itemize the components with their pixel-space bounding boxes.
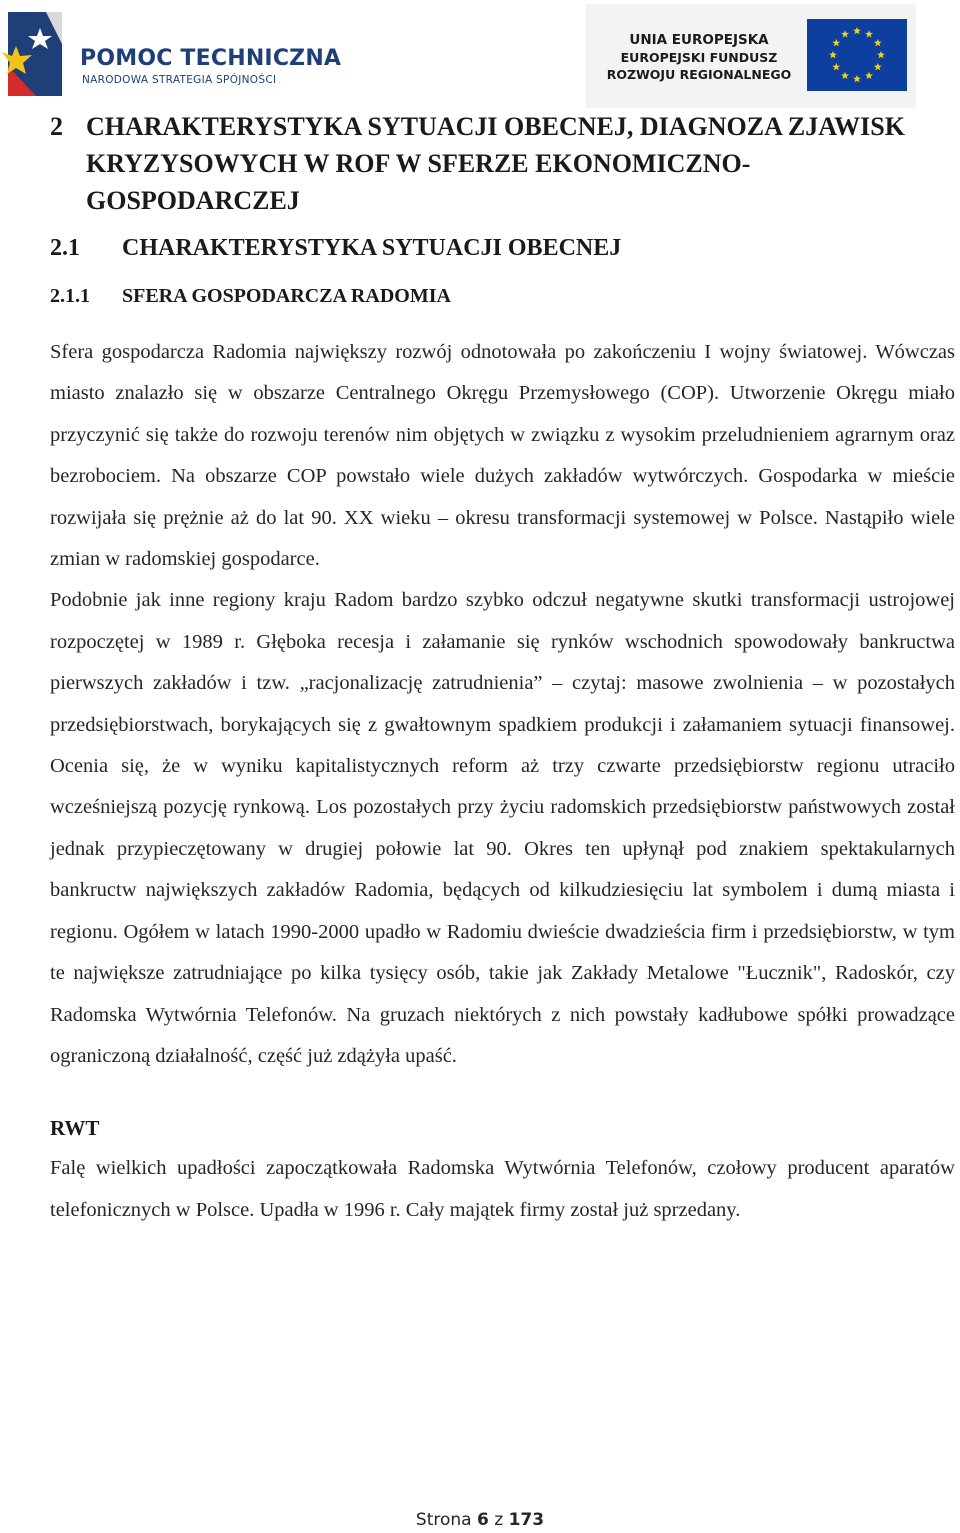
page-separator: z (494, 1510, 504, 1530)
pomoc-techniczna-subtitle: NARODOWA STRATEGIA SPÓJNOŚCI (82, 74, 277, 86)
subsubsection-heading (50, 283, 955, 309)
pomoc-techniczna-logo (2, 8, 342, 100)
rwt-paragraph: Falę wielkich upadłości zapoczątkowała Radomska Wytwórnia Telefonów, czołowy producent aparatów telefonicznych w Polsce. Upadła w 1996 r. Cały majątek firmy został już sprzedany. (50, 1157, 955, 1221)
eu-line-3: ROZWOJU REGIONALNEGO (606, 67, 792, 82)
page-footer (0, 1510, 960, 1530)
section-heading (50, 108, 955, 219)
eu-logo-text (604, 32, 794, 83)
subsection-number: 2.1 (50, 235, 80, 261)
rwt-heading: RWT (50, 1116, 100, 1141)
subsubsection-title: SFERA GOSPODARCZA RADOMIA (122, 285, 451, 307)
eu-flag-icon (807, 19, 907, 91)
eu-logo (586, 4, 916, 108)
page-number: 6 (476, 1510, 489, 1530)
eu-line-1: UNIA EUROPEJSKA (629, 32, 769, 48)
subsection-title: CHARAKTERYSTYKA SYTUACJI OBECNEJ (122, 235, 622, 261)
eu-line-2: EUROPEJSKI FUNDUSZ (620, 50, 778, 65)
document-body (50, 108, 955, 1231)
section-title: CHARAKTERYSTYKA SYTUACJI OBECNEJ, DIAGNOZA ZJAWISK KRYZYSOWYCH W ROF W SFERZE EKONOMICZNO-GOSPODARCZEJ (86, 112, 905, 215)
subsubsection-number: 2.1.1 (50, 285, 90, 307)
paragraph: Sfera gospodarcza Radomia największy rozwój odnotowała po zakończeniu I wojny światowej. Wówczas miasto znalazło się w obszarze Centralnego Okręgu Przemysłowego (COP). Utworzenie Okręgu miało przyczynić się także do rozwoju terenów nim objętych w związku z wysokim przeludnieniem agrarnym oraz bezrobociem. Na obszarze COP powstało wiele dużych zakładów wytwórczych. Gospodarka w mieście rozwijała się prężnie aż do lat 90. XX wieku – okresu transformacji systemowej w Polsce. Nastąpiło wiele zmian w radomskiej gospodarce. (50, 341, 955, 571)
page-label: Strona (415, 1510, 472, 1530)
subsection-heading (50, 233, 955, 263)
page-header (0, 0, 960, 110)
section-number: 2 (50, 112, 63, 141)
paragraph: Podobnie jak inne regiony kraju Radom bardzo szybko odczuł negatywne skutki transformacji ustrojowej rozpoczętej w 1989 r. Głęboka recesja i załamanie się rynków wschodnich spowodowały bankructwa pierwszych zakładów i tzw. „racjonalizację zatrudnienia” – czytaj: masowe zwolnienia – w pozostałych przedsiębiorstwach, borykających się z gwałtownym spadkiem produkcji i załamaniem sytuacji finansowej. Ocenia się, że w wyniku kapitalistycznych reform aż trzy czwarte przedsiębiorstw regionu utraciło wcześniejszą pozycję rynkową. Los pozostałych przy życiu radomskich przedsiębiorstw państwowych został jednak przypieczętowany w drugiej połowie lat 90. Okres ten upłynął pod znakiem spektakularnych bankructw największych zakładów Radomia, będących od kilkudziesięciu lat symbolem i dumą miasta i regionu. Ogółem w latach 1990-2000 upadło w Radomiu dwieście dwadzieścia firm i przedsiębiorstw, w tym te największe zatrudniające po kilka tysięcy osób, takie jak Zakłady Metalowe "Łucznik", Radoskór, czy Radomska Wytwórnia Telefonów. Na gruzach niektórych z nich powstały kadłubowe spółki prowadzące ograniczoną działalność, część już zdążyła upaść. (50, 589, 955, 1067)
pomoc-techniczna-logo-icon (2, 8, 72, 100)
page-total: 173 (508, 1510, 545, 1530)
pomoc-techniczna-title: POMOC TECHNICZNA (80, 46, 342, 71)
